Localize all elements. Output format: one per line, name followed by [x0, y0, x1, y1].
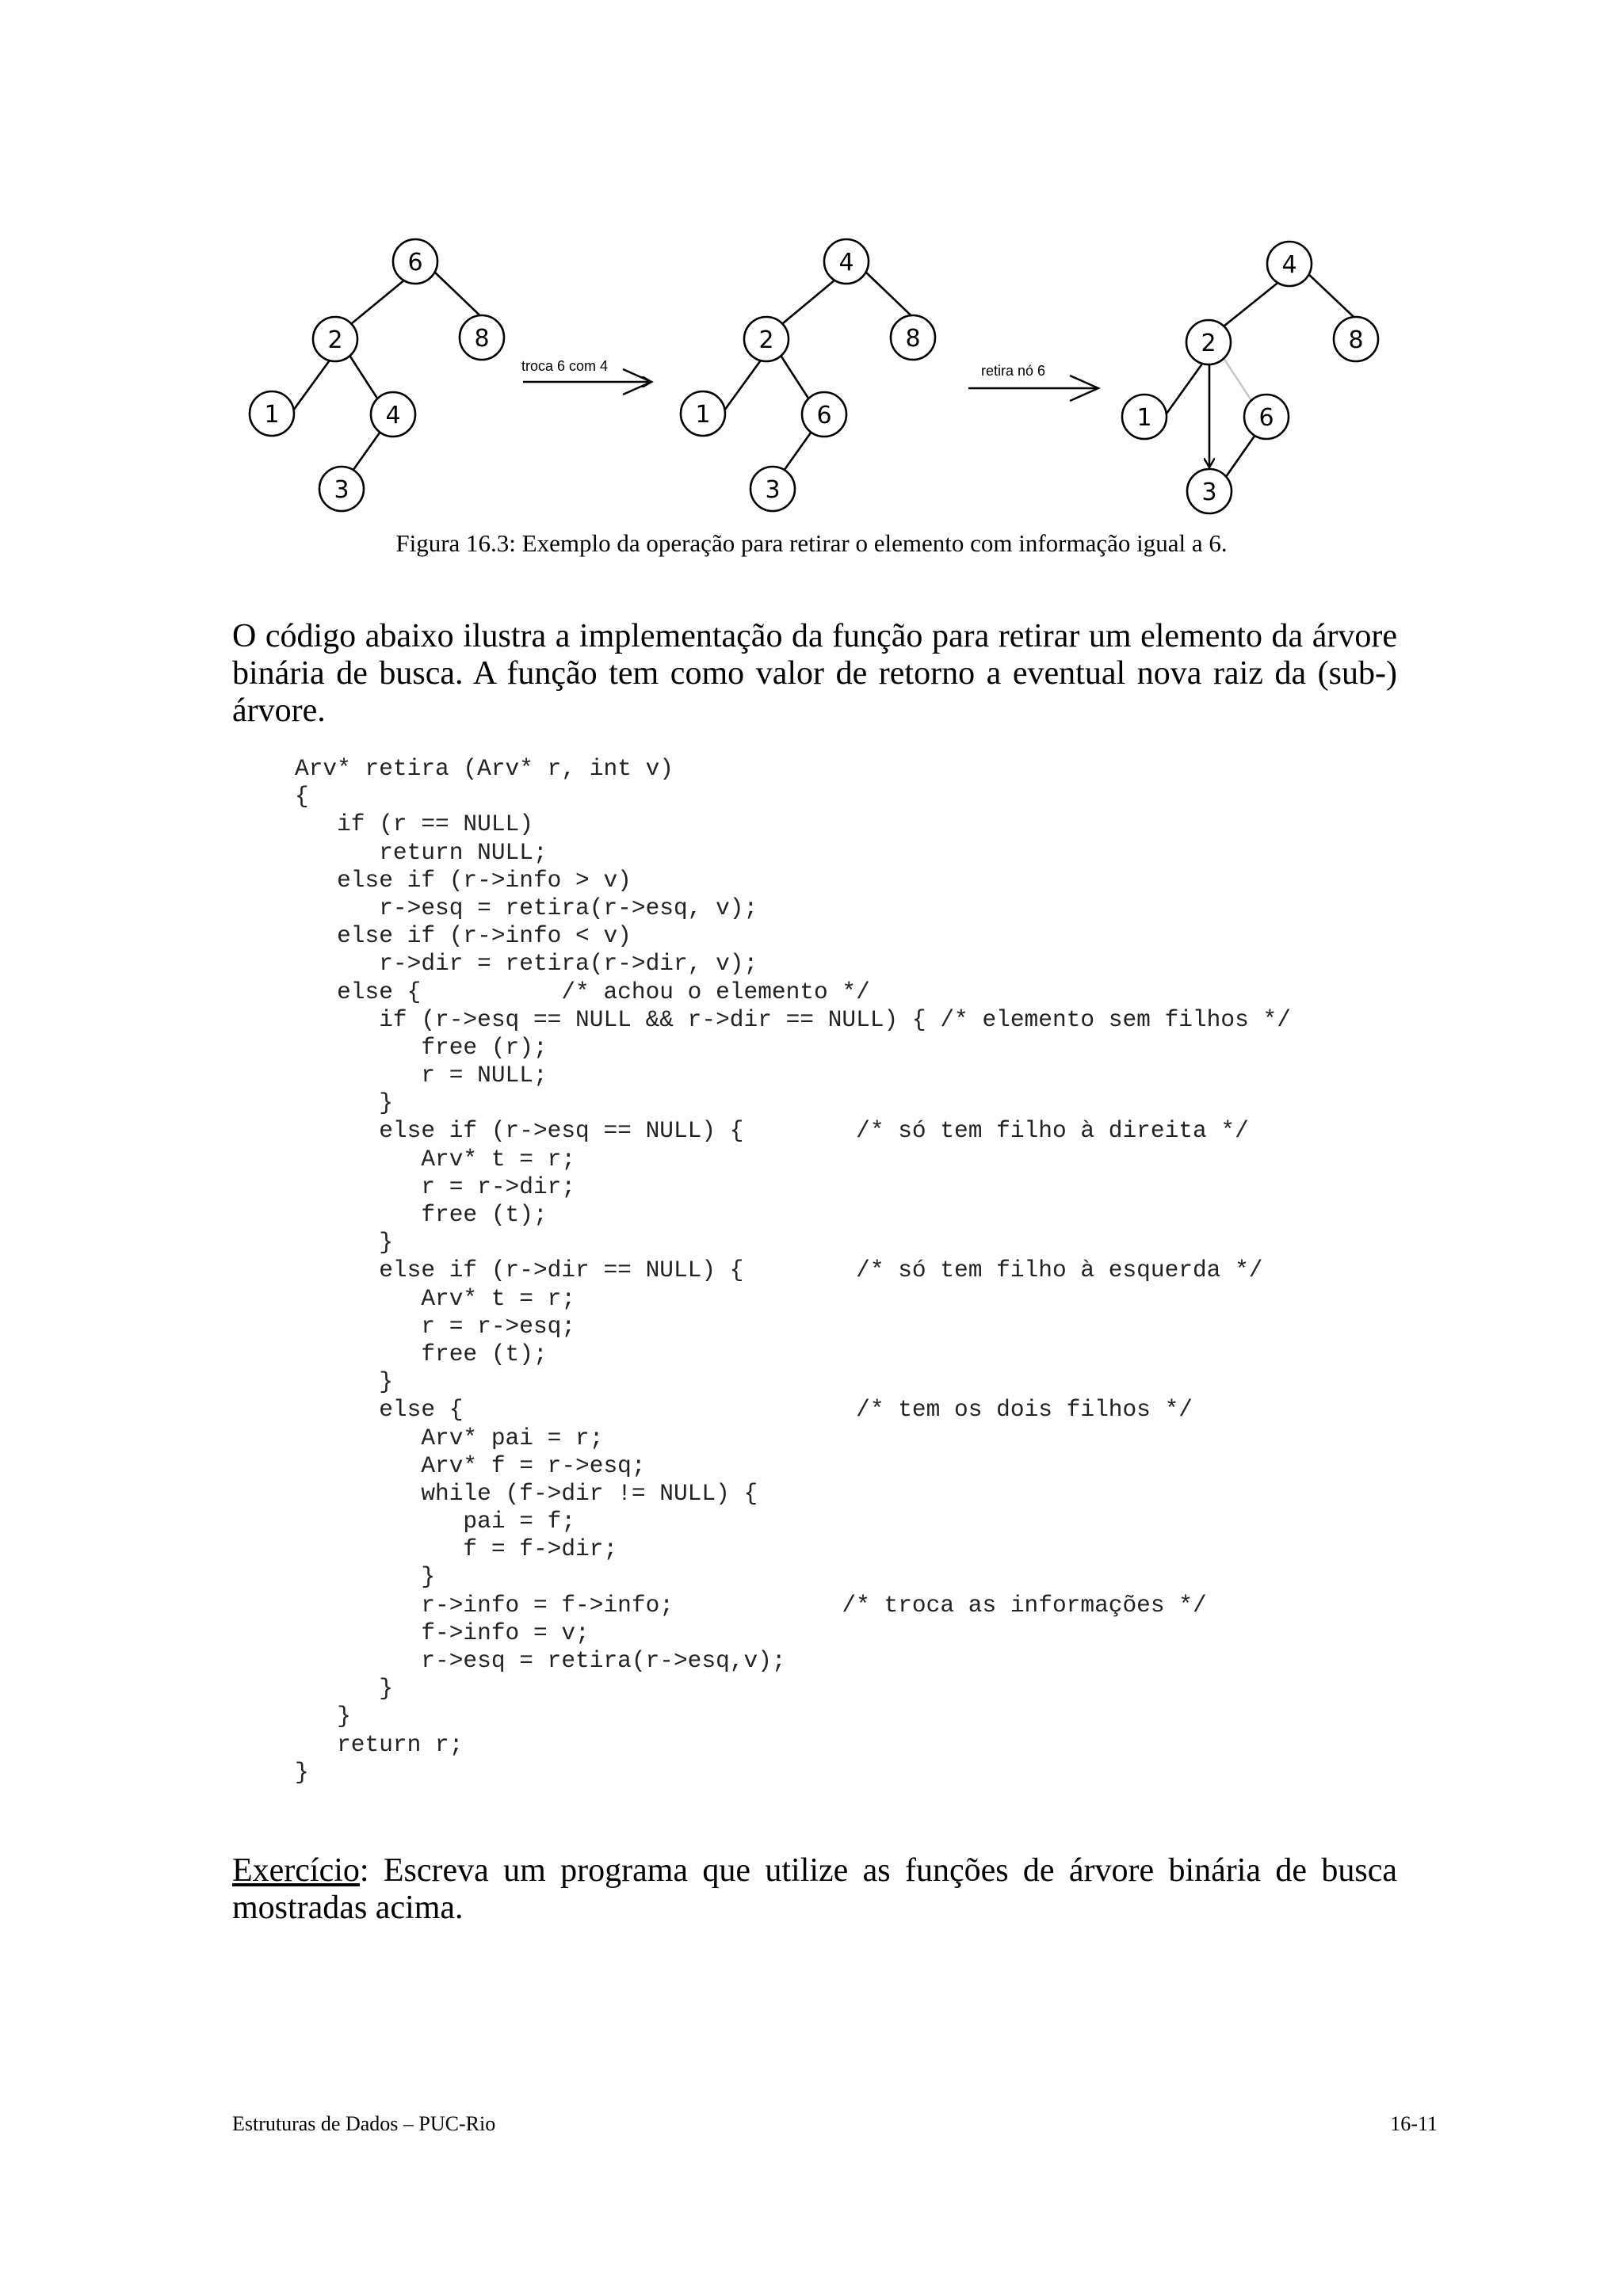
code-line: else if (r->info > v) — [295, 866, 632, 894]
footer-left: Estruturas de Dados – PUC-Rio — [232, 2112, 496, 2135]
svg-text:3: 3 — [765, 476, 781, 504]
arrow-swap — [521, 358, 651, 395]
tree-2-node-left-right-left — [750, 467, 795, 511]
code-line: } — [295, 1703, 351, 1730]
arrow-remove-label: retira nó 6 — [981, 363, 1046, 379]
code-line: Arv* retira (Arv* r, int v) — [295, 755, 674, 782]
tree-2-node-root — [824, 239, 869, 284]
code-line: } — [295, 1229, 393, 1257]
svg-text:6: 6 — [816, 402, 832, 429]
code-line: } — [295, 1368, 393, 1396]
code-line: } — [295, 1563, 436, 1591]
svg-text:8: 8 — [474, 325, 490, 353]
code-line: if (r->esq == NULL && r->dir == NULL) { /* elemento sem filhos */ — [295, 1005, 1291, 1033]
code-line: pai = f; — [295, 1508, 576, 1535]
tree-1-node-left-right-left — [319, 467, 364, 511]
code-listing — [295, 755, 1291, 1787]
code-line: r = r->esq; — [295, 1312, 576, 1340]
svg-text:1: 1 — [264, 401, 280, 429]
code-line: r->esq = retira(r->esq, v); — [295, 894, 758, 921]
exercise-paragraph — [232, 1852, 1397, 1927]
footer-page-number: 16-11 — [1390, 2112, 1438, 2135]
exercise-line-1 — [232, 1852, 1397, 1890]
code-line: r->esq = retira(r->esq,v); — [295, 1647, 786, 1674]
svg-text:2: 2 — [758, 326, 774, 354]
figure-caption: Figura 16.3: Exemplo da operação para retirar o elemento com informação igual a 6. — [395, 529, 1228, 557]
svg-text:4: 4 — [838, 249, 854, 277]
code-line: Arv* t = r; — [295, 1284, 576, 1312]
code-line: f = f->dir; — [295, 1535, 618, 1563]
tree-1-node-left-right — [371, 392, 415, 437]
code-line: return NULL; — [295, 838, 548, 866]
code-line: { — [295, 783, 309, 810]
code-line: } — [295, 1675, 393, 1703]
tree-3-node-left-left — [1122, 395, 1167, 439]
code-line: return r; — [295, 1730, 464, 1758]
tree-3-node-left-right — [1244, 395, 1289, 439]
tree-removal-figure — [230, 230, 1411, 539]
tree-3-node-left — [1186, 320, 1231, 364]
code-line: free (t); — [295, 1340, 548, 1367]
code-line: else { /* tem os dois filhos */ — [295, 1396, 1193, 1424]
exercise-text-1: : Escreva um programa que utilize as funções de árvore binária de busca — [359, 1852, 1397, 1889]
tree-1 — [250, 239, 504, 511]
tree-3-node-moved — [1187, 469, 1232, 513]
tree-2-node-right — [891, 315, 935, 360]
arrow-remove — [968, 363, 1098, 401]
tree-3-node-right — [1334, 317, 1378, 361]
exercise-label: Exercício — [232, 1852, 360, 1889]
code-line: } — [295, 1758, 309, 1786]
svg-text:6: 6 — [407, 249, 423, 277]
intro-line-2: binária de busca. A função tem como valor de retorno a eventual nova raiz da (sub-) — [232, 655, 1397, 692]
svg-text:3: 3 — [334, 476, 349, 504]
code-line: while (f->dir != NULL) { — [295, 1479, 758, 1507]
svg-text:3: 3 — [1201, 479, 1217, 506]
svg-text:8: 8 — [905, 325, 921, 353]
code-line: free (t); — [295, 1201, 548, 1228]
code-line: } — [295, 1089, 393, 1117]
tree-2-node-left-left — [681, 391, 725, 436]
tree-2-node-left — [744, 317, 789, 361]
code-line: Arv* t = r; — [295, 1145, 576, 1173]
code-line: else if (r->dir == NULL) { /* só tem filho à esquerda */ — [295, 1257, 1263, 1284]
svg-text:1: 1 — [1136, 404, 1152, 432]
intro-paragraph — [232, 618, 1397, 730]
tree-2-node-left-right — [802, 392, 846, 437]
code-line: if (r == NULL) — [295, 810, 533, 838]
tree-1-node-left-left — [250, 391, 294, 436]
code-line: else if (r->esq == NULL) { /* só tem filho à direita */ — [295, 1117, 1249, 1145]
tree-2 — [681, 239, 935, 511]
svg-text:2: 2 — [327, 326, 343, 354]
code-line: r = r->dir; — [295, 1173, 576, 1200]
tree-1-node-root — [393, 239, 437, 284]
code-line: Arv* f = r->esq; — [295, 1451, 646, 1479]
tree-1-node-left — [313, 317, 357, 361]
code-line: free (r); — [295, 1033, 548, 1061]
svg-text:8: 8 — [1348, 326, 1364, 354]
svg-text:4: 4 — [1281, 251, 1297, 279]
code-line: else { /* achou o elemento */ — [295, 978, 870, 1005]
arrow-swap-label: troca 6 com 4 — [521, 358, 609, 374]
tree-diagram — [230, 230, 1411, 539]
code-line: else if (r->info < v) — [295, 922, 632, 950]
code-line: r->dir = retira(r->dir, v); — [295, 950, 758, 978]
tree-3-node-root — [1267, 242, 1312, 286]
exercise-line-2: mostradas acima. — [232, 1890, 464, 1926]
svg-text:6: 6 — [1258, 404, 1274, 432]
intro-line-3: árvore. — [232, 692, 326, 729]
svg-text:4: 4 — [385, 402, 401, 429]
svg-text:2: 2 — [1201, 330, 1216, 357]
code-line: Arv* pai = r; — [295, 1424, 604, 1451]
tree-3 — [1122, 242, 1378, 513]
code-line: r = NULL; — [295, 1062, 548, 1089]
tree-1-node-right — [460, 315, 504, 360]
svg-text:1: 1 — [695, 401, 711, 429]
code-line: r->info = f->info; /* troca as informações */ — [295, 1591, 1207, 1619]
code-line: f->info = v; — [295, 1619, 590, 1646]
intro-line-1: O código abaixo ilustra a implementação da função para retirar um elemento da árvore — [232, 618, 1397, 654]
